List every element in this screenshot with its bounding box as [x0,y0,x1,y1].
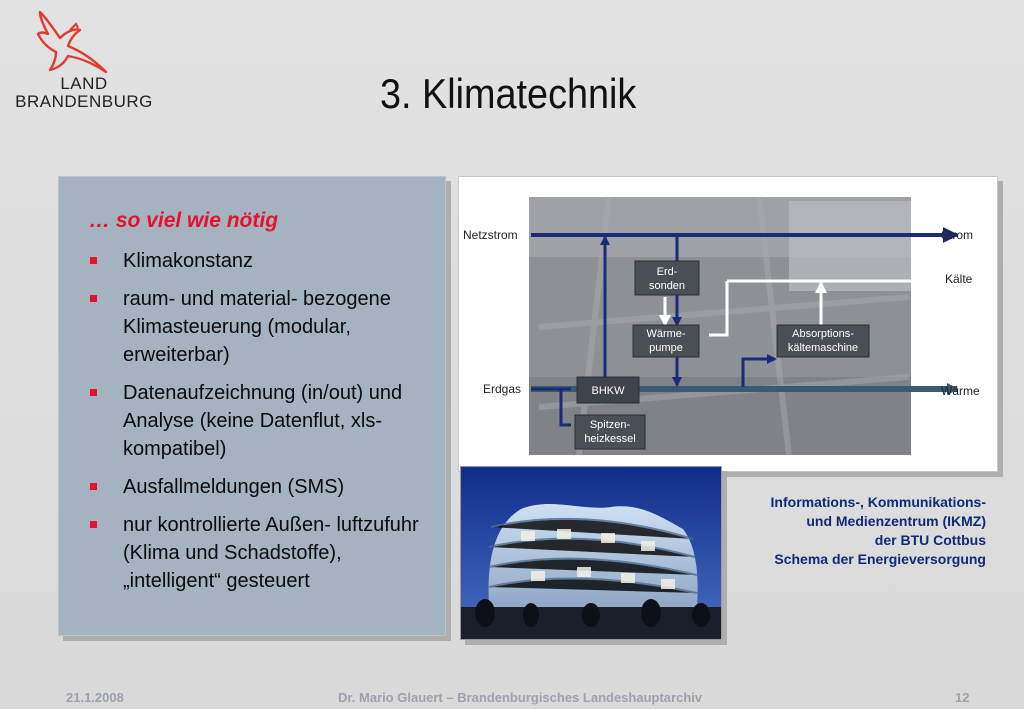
bullet-text: nur kontrollierte Außen- luftzufuhr (Klima und Schadstoffe), „intelligent“ gesteuert [123,514,419,592]
text-panel [58,176,446,636]
chp-box [577,377,639,403]
absorption-chiller-box [777,325,869,357]
bullet-item [87,511,437,595]
caption-line-4: Schema der Energieversorgung [774,551,986,567]
bullet-text: Datenaufzeichnung (in/out) und Analyse (keine Datenflut, xls-kompatibel) [123,382,403,460]
bullet-item [87,379,437,463]
peak-boiler-label-2: heizkessel [584,433,636,445]
peak-boiler-label-1: Spitzen- [589,419,631,431]
bullet-item [87,247,437,275]
diagram-caption [730,493,986,569]
square-bullet-icon [90,483,97,490]
ground-probes-box [635,261,699,295]
label-waerme: Wärme [941,384,980,398]
label-strom: Strom [941,228,974,242]
label-netzstrom: Netzstrom [463,228,518,242]
bullet-text: Klimakonstanz [123,250,254,272]
ground-probes-label-1: Erd- [656,266,678,278]
caption-line-2: und Medienzentrum (IKMZ) [806,513,986,529]
bullet-text: raum- und material- bezogene Klimasteuerung (modular, erweiterbar) [123,288,391,366]
ikmz-building-photo [460,466,722,640]
bullet-list [87,247,437,605]
square-bullet-icon [90,521,97,528]
footer-author: Dr. Mario Glauert – Brandenburgisches Landeshauptarchiv [338,690,703,705]
square-bullet-icon [90,389,97,396]
chp-label: BHKW [591,385,625,397]
red-eagle-icon [14,6,154,76]
heat-pump-label-2: pumpe [649,342,683,354]
logo-text-brandenburg: BRANDENBURG [15,92,153,111]
caption-line-1: Informations-, Kommunikations- [770,494,986,510]
bullet-item [87,285,437,369]
bullet-item [87,473,437,501]
panel-heading: … so viel wie nötig [89,209,279,232]
footer-page-number: 12 [955,690,970,705]
square-bullet-icon [90,295,97,302]
energy-supply-diagram [458,176,998,472]
bullet-text: Ausfallmeldungen (SMS) [123,476,345,498]
square-bullet-icon [90,257,97,264]
land-brandenburg-logo [14,6,154,112]
ground-probes-label-2: sonden [648,280,686,292]
logo-text-land: LAND [60,74,108,93]
peak-boiler-box [575,415,645,449]
caption-line-3: der BTU Cottbus [874,532,986,548]
absorption-label-1: Absorptions- [792,328,854,340]
heat-pump-label-1: Wärme- [646,328,686,340]
label-erdgas: Erdgas [483,382,522,396]
footer-date: 21.1.2008 [66,690,124,705]
absorption-label-2: kältemaschine [787,342,859,354]
label-kaelte: Kälte [945,272,973,286]
slide-title: 3. Klimatechnik [380,70,637,117]
heat-pump-box [633,325,699,357]
